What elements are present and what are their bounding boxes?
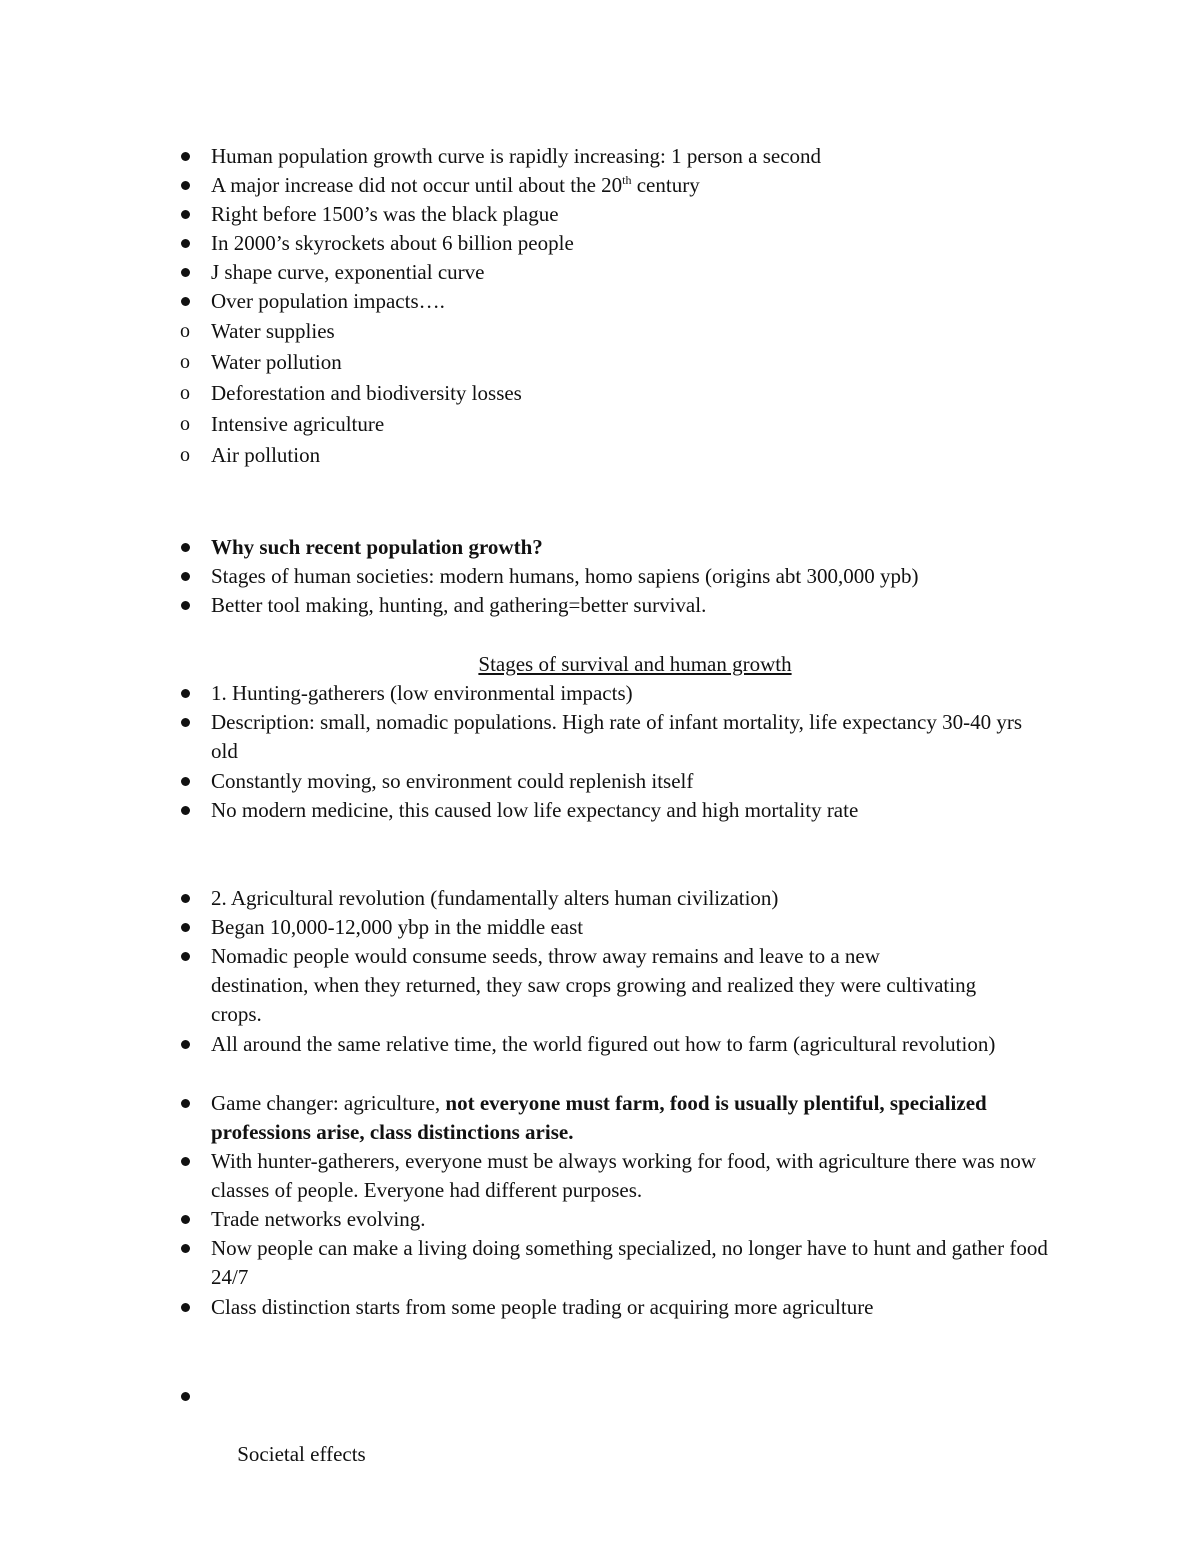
question-text: Why such recent population growth? [211,535,543,559]
sub-list-item [180,410,1061,439]
list-item-text: A major increase did not occur until about the 20 [211,173,623,197]
bullet-icon [175,708,195,737]
list-item-text: Nomadic people would consume seeds, throw away remains and leave to a new destination, when they returned, they saw crops growing and realized they were cultivating crops. [211,944,977,1026]
list-item-text: Human population growth curve is rapidly increasing: 1 person a second [211,144,822,168]
bullet-icon [175,200,195,229]
bullet-icon [175,679,195,708]
bullet-icon [175,884,195,913]
sub-list-item [180,317,1061,346]
circle-bullet-icon: o [180,351,190,373]
list-item-text: Constantly moving, so environment could replenish itself [211,769,694,793]
sub-list-item [180,348,1061,377]
bullet-icon [175,1234,195,1263]
bullet-icon [175,767,195,796]
list-item [211,258,1061,287]
list-item [211,1382,1061,1498]
list-item-text: No modern medicine, this caused low life expectancy and high mortality rate [211,798,859,822]
bullet-icon [175,591,195,620]
list-item-text: Now people can make a living doing something specialized, no longer have to hunt and gather food 24/7 [211,1236,1048,1289]
list-item [211,142,1061,171]
sub-list-item-text: Water pollution [211,350,342,374]
sub-list-item-text: Air pollution [211,443,321,467]
list-item [211,884,1061,913]
bullet-icon [175,1382,195,1411]
sub-list-item-text: Intensive agriculture [211,412,385,436]
list-item [211,229,1061,258]
list-item [211,913,1061,942]
list-item [211,1234,1051,1292]
list-item [211,796,1061,825]
bullet-icon [175,229,195,258]
list-item [211,562,1061,591]
bullet-icon [175,796,195,825]
list-item [211,200,1061,229]
list-item-text: With hunter-gatherers, everyone must be always working for food, with agriculture there was now classes of people. Everyone had different purposes. [211,1149,1037,1202]
list-item-text: Class distinction starts from some people trading or acquiring more agriculture [211,1295,874,1319]
list-item-text: Societal effects [232,1442,366,1466]
bullet-icon [175,142,195,171]
bullet-icon [175,1293,195,1322]
list-item-text: Began 10,000-12,000 ybp in the middle east [211,915,584,939]
circle-bullet-icon: o [180,444,190,466]
list-item [211,767,1061,796]
sub-list-item-text: Water supplies [211,319,335,343]
list-item [211,708,1041,766]
list-item [211,942,981,1029]
list-item-text: 2. Agricultural revolution (fundamentally alters human civilization) [211,886,779,910]
circle-bullet-icon: o [180,382,190,404]
list-item-text: Over population impacts…. [211,289,445,313]
superscript: th [622,173,632,187]
list-item-text: Description: small, nomadic populations. High rate of infant mortality, life expectancy 30-40 yrs old [211,710,1023,763]
list-item-question [211,533,1061,562]
list-item [211,287,1061,316]
list-item-bold-text: not everyone must farm, food is usually plentiful, specialized professions arise, class distinctions arise. [211,1091,987,1144]
bullet-icon [175,258,195,287]
list-item [211,1030,1001,1059]
list-item-text: Stages of human societies: modern humans, homo sapiens (origins abt 300,000 ypb) [211,564,919,588]
list-item [211,1089,1001,1147]
section-heading: Stages of survival and human growth [478,652,792,676]
bullet-icon [175,171,195,200]
list-item [211,171,1061,200]
circle-bullet-icon: o [180,320,190,342]
bullet-icon [175,1147,195,1176]
bullet-icon [175,1205,195,1234]
list-item [211,1293,1061,1322]
bullet-icon [175,1089,195,1118]
bullet-icon [175,942,195,971]
list-item-text: In 2000’s skyrockets about 6 billion people [211,231,574,255]
bullet-icon [175,1030,195,1059]
list-item [211,679,1061,708]
list-item-text: Game changer: agriculture, [211,1091,446,1115]
sub-list-item [180,379,1061,408]
sub-list-item-text: Deforestation and biodiversity losses [211,381,522,405]
bullet-icon [175,913,195,942]
sub-list-item [180,441,1061,470]
circle-bullet-icon: o [180,413,190,435]
bullet-icon [175,562,195,591]
list-item-text: Right before 1500’s was the black plague [211,202,559,226]
list-item-text: Better tool making, hunting, and gathering=better survival. [211,593,707,617]
list-item-text: All around the same relative time, the world figured out how to farm (agricultural revolution) [211,1032,996,1056]
list-item-text: century [631,173,700,197]
bullet-icon [175,287,195,316]
list-item-text: 1. Hunting-gatherers (low environmental impacts) [211,681,633,705]
list-item [211,1205,1061,1234]
list-item [211,1147,1071,1205]
list-item-text: Trade networks evolving. [211,1207,426,1231]
list-item-text: J shape curve, exponential curve [211,260,485,284]
bullet-icon [175,533,195,562]
list-item [211,591,1061,620]
